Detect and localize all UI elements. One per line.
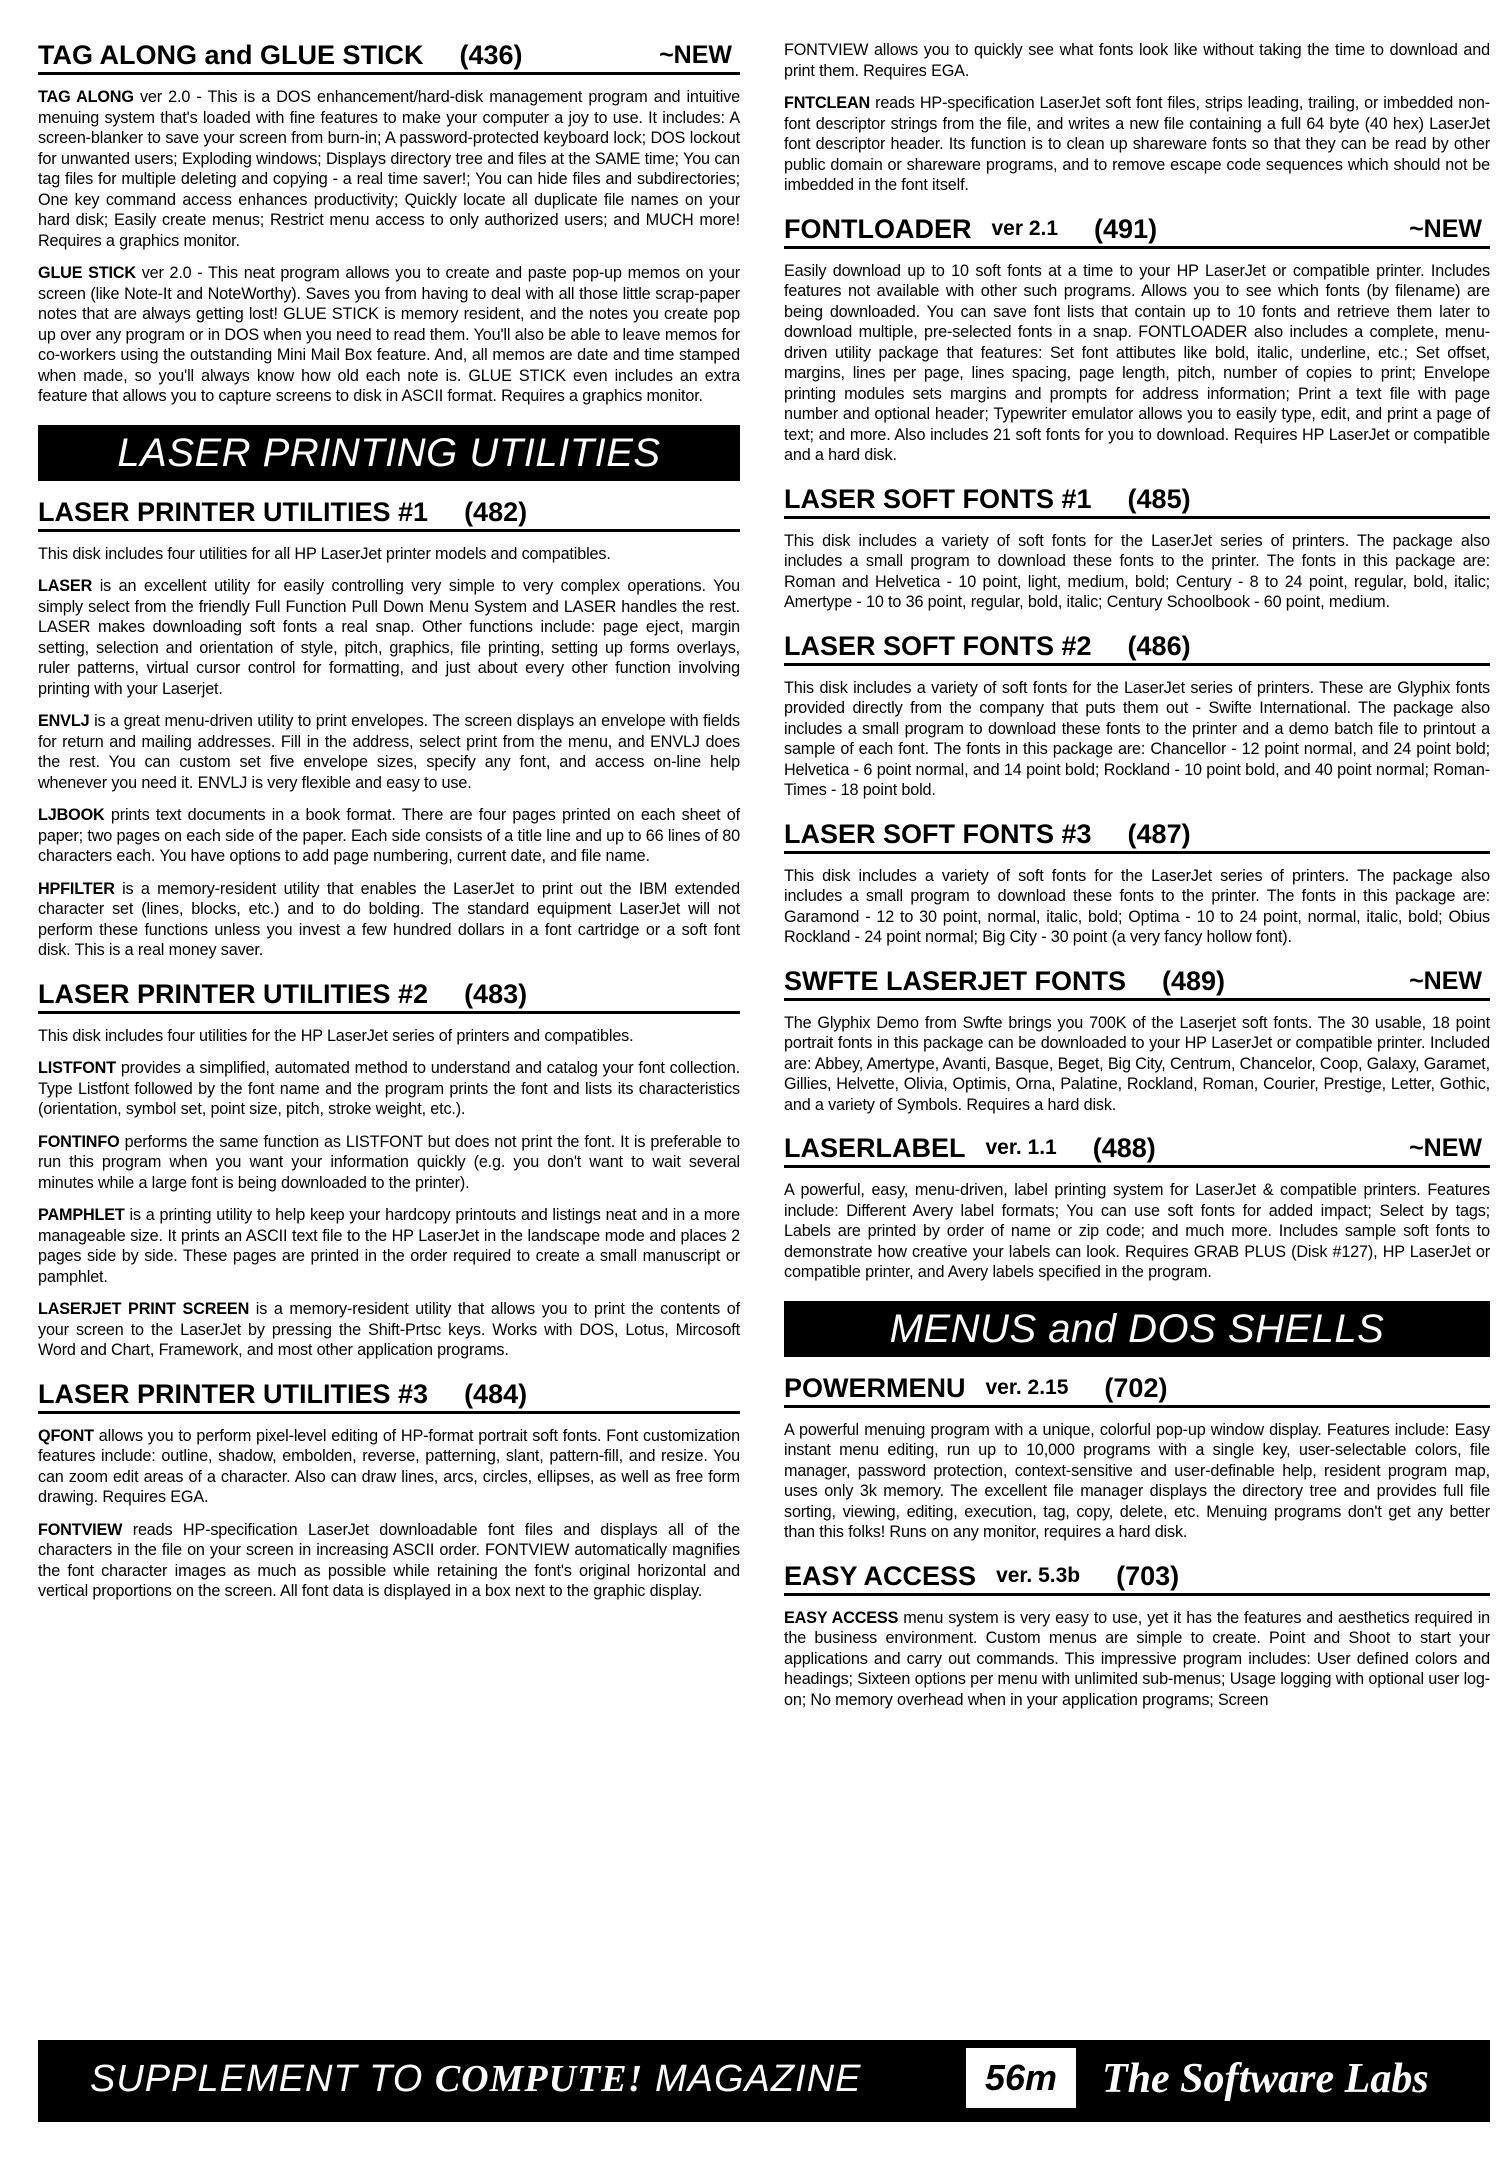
paragraph-text: This disk includes four utilities for all HP LaserJet printer models and compatibles. — [38, 544, 611, 563]
section-header — [784, 1133, 1490, 1168]
section-laser-printer-utilities-1 — [38, 497, 740, 961]
right-column — [784, 40, 1490, 1728]
paragraph — [38, 544, 740, 565]
program-name: ENVLJ — [38, 712, 90, 730]
section-laserlabel — [784, 1133, 1490, 1283]
disk-number: (491) — [1094, 213, 1158, 244]
section-laser-printer-utilities-3 — [38, 1379, 740, 1602]
program-name: LJBOOK — [38, 806, 105, 824]
disk-number: (485) — [1127, 483, 1191, 514]
paragraph-text: FONTVIEW allows you to quickly see what fonts look like without taking the time to download and print them. Requires EGA. — [784, 41, 1490, 80]
paragraph-text: menu system is very easy to use, yet it has the features and aesthetics required in the business environment. Custom menus are simple to create. Point and Shoot to start your applications and carry out commands. This impressive program includes: User defined colors and headings; Sixteen options per menu with unlimited sub-menus; Usage logging with optional user log-on; No memory overhead when in your application programs; Screen — [784, 1608, 1490, 1709]
new-badge: ~NEW — [1409, 1134, 1482, 1162]
version-label: ver. 5.3b — [996, 1563, 1081, 1587]
section-header — [38, 40, 740, 75]
paragraph — [38, 1426, 740, 1508]
program-name: FNTCLEAN — [784, 94, 871, 112]
paragraph-text: A powerful, easy, menu-driven, label printing system for LaserJet & compatible printers. Features include: Different Avery label formats; You can use soft fonts for added impact; Select by tags; Labels are printed by order of name or zip code; and much more. Includes sample soft fonts to demonstrate how creative your labels can look. Requires GRAB PLUS (Disk #127), HP LaserJet or compatible printer, and Avery labels specified in the program. — [784, 1181, 1490, 1281]
paragraph-text: is a memory-resident utility that enables the LaserJet to print out the IBM extended character set (lines, blocks, etc.) and to do bolding. The standard equipment LaserJet will not perform these functions unless you invest a few hundred dollars in a font cartridge or a soft font disk. This is a real money saver. — [38, 879, 740, 959]
section-header — [784, 966, 1490, 1001]
program-name: QFONT — [38, 1426, 94, 1445]
section-header — [38, 1379, 740, 1414]
section-title: LASER SOFT FONTS #2 — [784, 630, 1092, 661]
program-name: GLUE STICK — [38, 264, 136, 282]
paragraph-text: is a printing utility to help keep your hardcopy printouts and listings neat and in a more manageable size. It prints an ASCII text file to the HP LaserJet in the landscape mode and places 2 pages side by side. These pages are printed in the order required to create a small manuscript or pamphlet. — [38, 1206, 740, 1286]
paragraph-text: ver 2.0 - This is a DOS enhancement/hard-disk management program and intuitive menuing system that's loaded with fine features to make your computer a joy to use. It includes: A screen-blanker to save your screen from burn-in; A password-protected keyboard lock; DOS lockout for unwanted users; Exploding windows; Displays directory tree and files at the SAME time; You can tag files for multiple deleting and copying - a real time saver!; You can hide files and subdirectories; One key command access enhances productivity; Quickly locate all duplicate file names on your hard disk; Easily create menus; Restrict menu access to only authorized users; and MUCH more! Requires a graphics monitor. — [38, 88, 741, 250]
program-name: EASY ACCESS — [784, 1608, 899, 1627]
section-title: EASY ACCESS — [784, 1560, 977, 1591]
paragraph — [784, 1180, 1490, 1283]
paragraph-text: is a memory-resident utility that allows you to print the contents of your screen to the LaserJet by pressing the Shift-Prtsc keys. Works with DOS, Lotus, Mircosoft Word and Chart, Framework, and most other application programs. — [38, 1300, 740, 1359]
disk-number: (487) — [1127, 818, 1191, 849]
paragraph — [38, 1058, 740, 1120]
paragraph — [784, 40, 1490, 81]
section-header — [784, 1373, 1490, 1408]
section-header — [784, 819, 1490, 854]
paragraph — [784, 678, 1490, 801]
paragraph-text: prints text documents in a book format. There are four pages printed on each sheet of paper; two pages on each side of the paper. Each side consists of a title line and up to 66 lines of 80 characters each. You have options to add page numbering, current date, and file name. — [38, 806, 740, 865]
new-badge: ~NEW — [1409, 214, 1482, 243]
paragraph — [38, 805, 740, 867]
section-header — [784, 1561, 1490, 1596]
program-name: LASER — [38, 577, 93, 595]
program-name: FONTVIEW — [38, 1520, 123, 1539]
paragraph — [784, 866, 1490, 948]
paragraph — [38, 879, 740, 961]
section-laser-soft-fonts-3 — [784, 819, 1490, 948]
magazine-name: COMPUTE! — [434, 2058, 644, 2100]
section-title: LASER SOFT FONTS #1 — [784, 483, 1092, 514]
paragraph-text: performs the same function as LISTFONT but does not print the font. It is preferable to run this program when you want your information quickly (e.g. you don't want to wait several minutes while a large font is being downloaded to the printer). — [38, 1132, 740, 1192]
section-header — [38, 497, 740, 532]
section-powermenu — [784, 1373, 1490, 1543]
program-name: TAG ALONG — [38, 88, 134, 106]
disk-number: (436) — [459, 40, 523, 70]
program-name: LASERJET PRINT SCREEN — [38, 1300, 250, 1318]
paragraph-text: The Glyphix Demo from Swfte brings you 700K of the Laserjet soft fonts. The 30 usable, 18 point portrait fonts in this package can be downloaded to your HP LaserJet or compatible printer. Included are: Abbey, Amertype, Avanti, Basque, Beget, Big City, Centrum, Chancelor, Coop, Galaxy, Garamet, Gillies, Helvette, Olivia, Optimis, Orna, Palatine, Rockland, Roman, Courier, Prestige, Letter, Gothic, and a variety of Symbols. Requires a hard disk. — [784, 1013, 1490, 1114]
paragraph-text: reads HP-specification LaserJet soft font files, strips leading, trailing, or imbedded non-font descriptor strings from the file, and writes a new file containing a full 64 byte (40 hex) LaserJet font descriptor header. Its function is to clean up shareware fonts so that they can be read by other public domain or shareware programs, and to remove escape code sequences which should not be imbedded in the font itself. — [784, 94, 1490, 194]
paragraph — [38, 1299, 740, 1361]
section-title: SWFTE LASERJET FONTS — [784, 965, 1127, 996]
version-label: ver 2.1 — [991, 216, 1059, 240]
program-name: LISTFONT — [38, 1059, 116, 1077]
page-number: 56m — [966, 2048, 1076, 2108]
section-title: LASER PRINTER UTILITIES #2 — [38, 978, 429, 1009]
section-laser-soft-fonts-2 — [784, 631, 1490, 801]
section-title: LASER PRINTER UTILITIES #1 — [38, 496, 429, 527]
paragraph-text: This disk includes four utilities for the HP LaserJet series of printers and compatibles. — [38, 1026, 634, 1045]
paragraph — [38, 1205, 740, 1287]
section-fontview-continued — [784, 40, 1490, 196]
new-badge: ~NEW — [1409, 966, 1482, 995]
category-banner: MENUS and DOS SHELLS — [784, 1301, 1490, 1357]
paragraph-text: This disk includes a variety of soft fonts for the LaserJet series of printers. The package also includes a small program to download these fonts to the printer. The fonts in this package are: Roman and Helvetica - 10 point, light, medium, bold; Century - 8 to 24 point, regular, bold, italic; Amertype - 10 to 36 point, regular, bold, italic; Century Schoolbook - 60 point, medium. — [784, 531, 1490, 611]
section-laser-soft-fonts-1 — [784, 484, 1490, 613]
disk-number: (703) — [1116, 1560, 1180, 1591]
paragraph-text: This disk includes a variety of soft fonts for the LaserJet series of printers. The package also includes a small program to download these fonts to the printer. The fonts in this package are: Garamond - 12 to 30 point, normal, italic, bold; Optima - 10 to 24 point, normal, italic, bold; Obius Rockland - 24 point normal; Big City - 30 point (a very fancy hollow font). — [784, 866, 1490, 946]
footer-supplement-line — [90, 2054, 861, 2104]
paragraph — [784, 261, 1490, 466]
paragraph-text: is an excellent utility for easily controlling very simple to very complex operations. You simply select from the friendly Full Function Pull Down Menu System and LASER handles the rest. LASER makes downloading soft fonts a real snap. Other functions include: page eject, margin setting, selection and orientation of style, pitch, graphics, file printing, setting up forms overlays, ruler patterns, virtual cursor control for formatting, and just about every other function involving printing with your Laserjet. — [38, 577, 740, 698]
section-tag-along — [38, 40, 740, 407]
section-title: LASERLABEL — [784, 1133, 966, 1163]
disk-number: (484) — [464, 1378, 528, 1409]
magazine-word: MAGAZINE — [654, 2058, 862, 2100]
page-footer — [38, 2040, 1490, 2122]
disk-number: (482) — [464, 496, 528, 527]
paragraph — [38, 87, 740, 251]
section-easy-access — [784, 1561, 1490, 1711]
section-title: TAG ALONG and GLUE STICK — [38, 40, 424, 70]
paragraph-text: reads HP-specification LaserJet downloadable font files and displays all of the characters in the file on your screen in increasing ASCII order. FONTVIEW automatically magnifies the font character images as much as possible while retaining the font's original horizontal and vertical proportions on the screen. All font data is displayed in a box next to the graphic display. — [38, 1520, 740, 1600]
paragraph — [784, 93, 1490, 196]
footer-supplement-text: SUPPLEMENT TO — [90, 2058, 424, 2100]
section-swfte-laserjet-fonts — [784, 966, 1490, 1116]
paragraph — [38, 1132, 740, 1194]
paragraph — [38, 1026, 740, 1047]
paragraph-text: is a great menu-driven utility to print envelopes. The screen displays an envelope with fields for return and mailing addresses. Fill in the address, select print from the menu, and ENVLJ does the rest. You can custom set five envelope sizes, specify any font, and access on-line help whenever you need it. ENVLJ is very flexible and easy to use. — [38, 712, 740, 792]
section-laser-printer-utilities-2 — [38, 979, 740, 1361]
disk-number: (489) — [1162, 965, 1226, 996]
section-title: FONTLOADER — [784, 213, 972, 244]
disk-number: (488) — [1092, 1133, 1156, 1163]
section-header — [784, 631, 1490, 666]
paragraph-text: allows you to perform pixel-level editing of HP-format portrait soft fonts. Font customization features include: outline, shadow, embolden, reverse, patterning, slant, pattern-fill, and resize. You can zoom edit areas of a character. Also can draw lines, arcs, circles, ellipses, as well as free form drawing. Requires EGA. — [38, 1426, 740, 1506]
paragraph — [38, 263, 740, 407]
section-header — [38, 979, 740, 1014]
program-name: FONTINFO — [38, 1132, 120, 1151]
section-header — [784, 484, 1490, 519]
paragraph — [38, 576, 740, 699]
disk-number: (702) — [1104, 1372, 1168, 1403]
paragraph-text: A powerful menuing program with a unique, colorful pop-up window display. Features include: Easy instant menu editing, run up to 10,000 programs with a single key, user-selectable colors, file manager, password protection, context-sensitive and user-definable help, resident program map, uses only 3k memory. The excellent file manager displays the directory tree and provides full file sorting, viewing, editing, execution, tag, copy, delete, etc. Menuing programs don't get any better than this folks! Runs on any monitor, requires a hard disk. — [784, 1420, 1490, 1541]
paragraph — [784, 1013, 1490, 1116]
section-title: LASER SOFT FONTS #3 — [784, 818, 1092, 849]
section-fontloader — [784, 214, 1490, 466]
paragraph-text: Easily download up to 10 soft fonts at a time to your HP LaserJet or compatible printer. Includes features not available with other such programs. Allows you to see which fonts (by filename) are being downloaded. You can save font lists that contain up to 10 fonts and retrieve them later to download multiple, pre-selected fonts in a snap. FONTLOADER also includes a complete, menu-driven utility package that features: Set font attibutes like bold, italic, underline, etc.; Set offset, margins, lines per page, lines spacing, page length, pitch, number of copies to print; Envelope printing modules sets margins and prompts for address information; Print a text file with page number and optional header; Typewriter emulator allows you to easily type, edit, and print a page of text; and more. Also includes 21 soft fonts for you to download. Requires HP LaserJet or compatible and a hard disk. — [784, 261, 1490, 464]
version-label: ver. 1.1 — [985, 1136, 1057, 1159]
version-label: ver. 2.15 — [985, 1375, 1069, 1399]
paragraph-text: ver 2.0 - This neat program allows you to create and paste pop-up memos on your screen (like Note-It and NoteWorthy). Saves you from having to deal with all those little scrap-paper notes that are always getting lost! GLUE STICK is memory resident, and the notes you create pop up over any program or in DOS when you need to read them. You'll also be able to leave memos for co-workers using the outstanding Mini Mail Box feature. And, all memos are date and time stamped when made, so you'll always know how old each note is. GLUE STICK even includes an extra feature that allows you to capture screens to disk in ASCII format. Requires a graphics monitor. — [38, 264, 740, 405]
left-column — [38, 40, 740, 1620]
disk-number: (486) — [1127, 630, 1191, 661]
paragraph-text: provides a simplified, automated method to understand and catalog your font collection. Type Listfont followed by the font name and the program prints the font and lists its characteristics (orientation, symbol set, point size, pitch, stroke weight, etc.). — [38, 1059, 740, 1118]
paragraph — [784, 531, 1490, 613]
paragraph-text: This disk includes a variety of soft fonts for the LaserJet series of printers. These are Glyphix fonts provided directly from the company that puts them out - Swifte International. The package also includes a small program to download these fonts to the printer and a demo batch file to printout a sample of each font. The fonts in this package are: Chancellor - 12 point normal, and 24 point bold; Helvetica - 6 point normal, and 14 point bold; Rockland - 10 point bold, and 40 point normal; Roman-Times - 18 point bold. — [784, 678, 1490, 799]
section-title: POWERMENU — [784, 1372, 966, 1403]
section-title: LASER PRINTER UTILITIES #3 — [38, 1378, 429, 1409]
paragraph — [38, 711, 740, 793]
category-banner: LASER PRINTING UTILITIES — [38, 425, 740, 481]
disk-number: (483) — [464, 978, 528, 1009]
paragraph — [784, 1420, 1490, 1543]
program-name: HPFILTER — [38, 879, 115, 898]
paragraph — [38, 1520, 740, 1602]
program-name: PAMPHLET — [38, 1206, 125, 1224]
section-header — [784, 214, 1490, 249]
brand-name: The Software Labs — [1102, 2056, 1429, 2102]
new-badge: ~NEW — [659, 41, 732, 69]
paragraph — [784, 1608, 1490, 1711]
